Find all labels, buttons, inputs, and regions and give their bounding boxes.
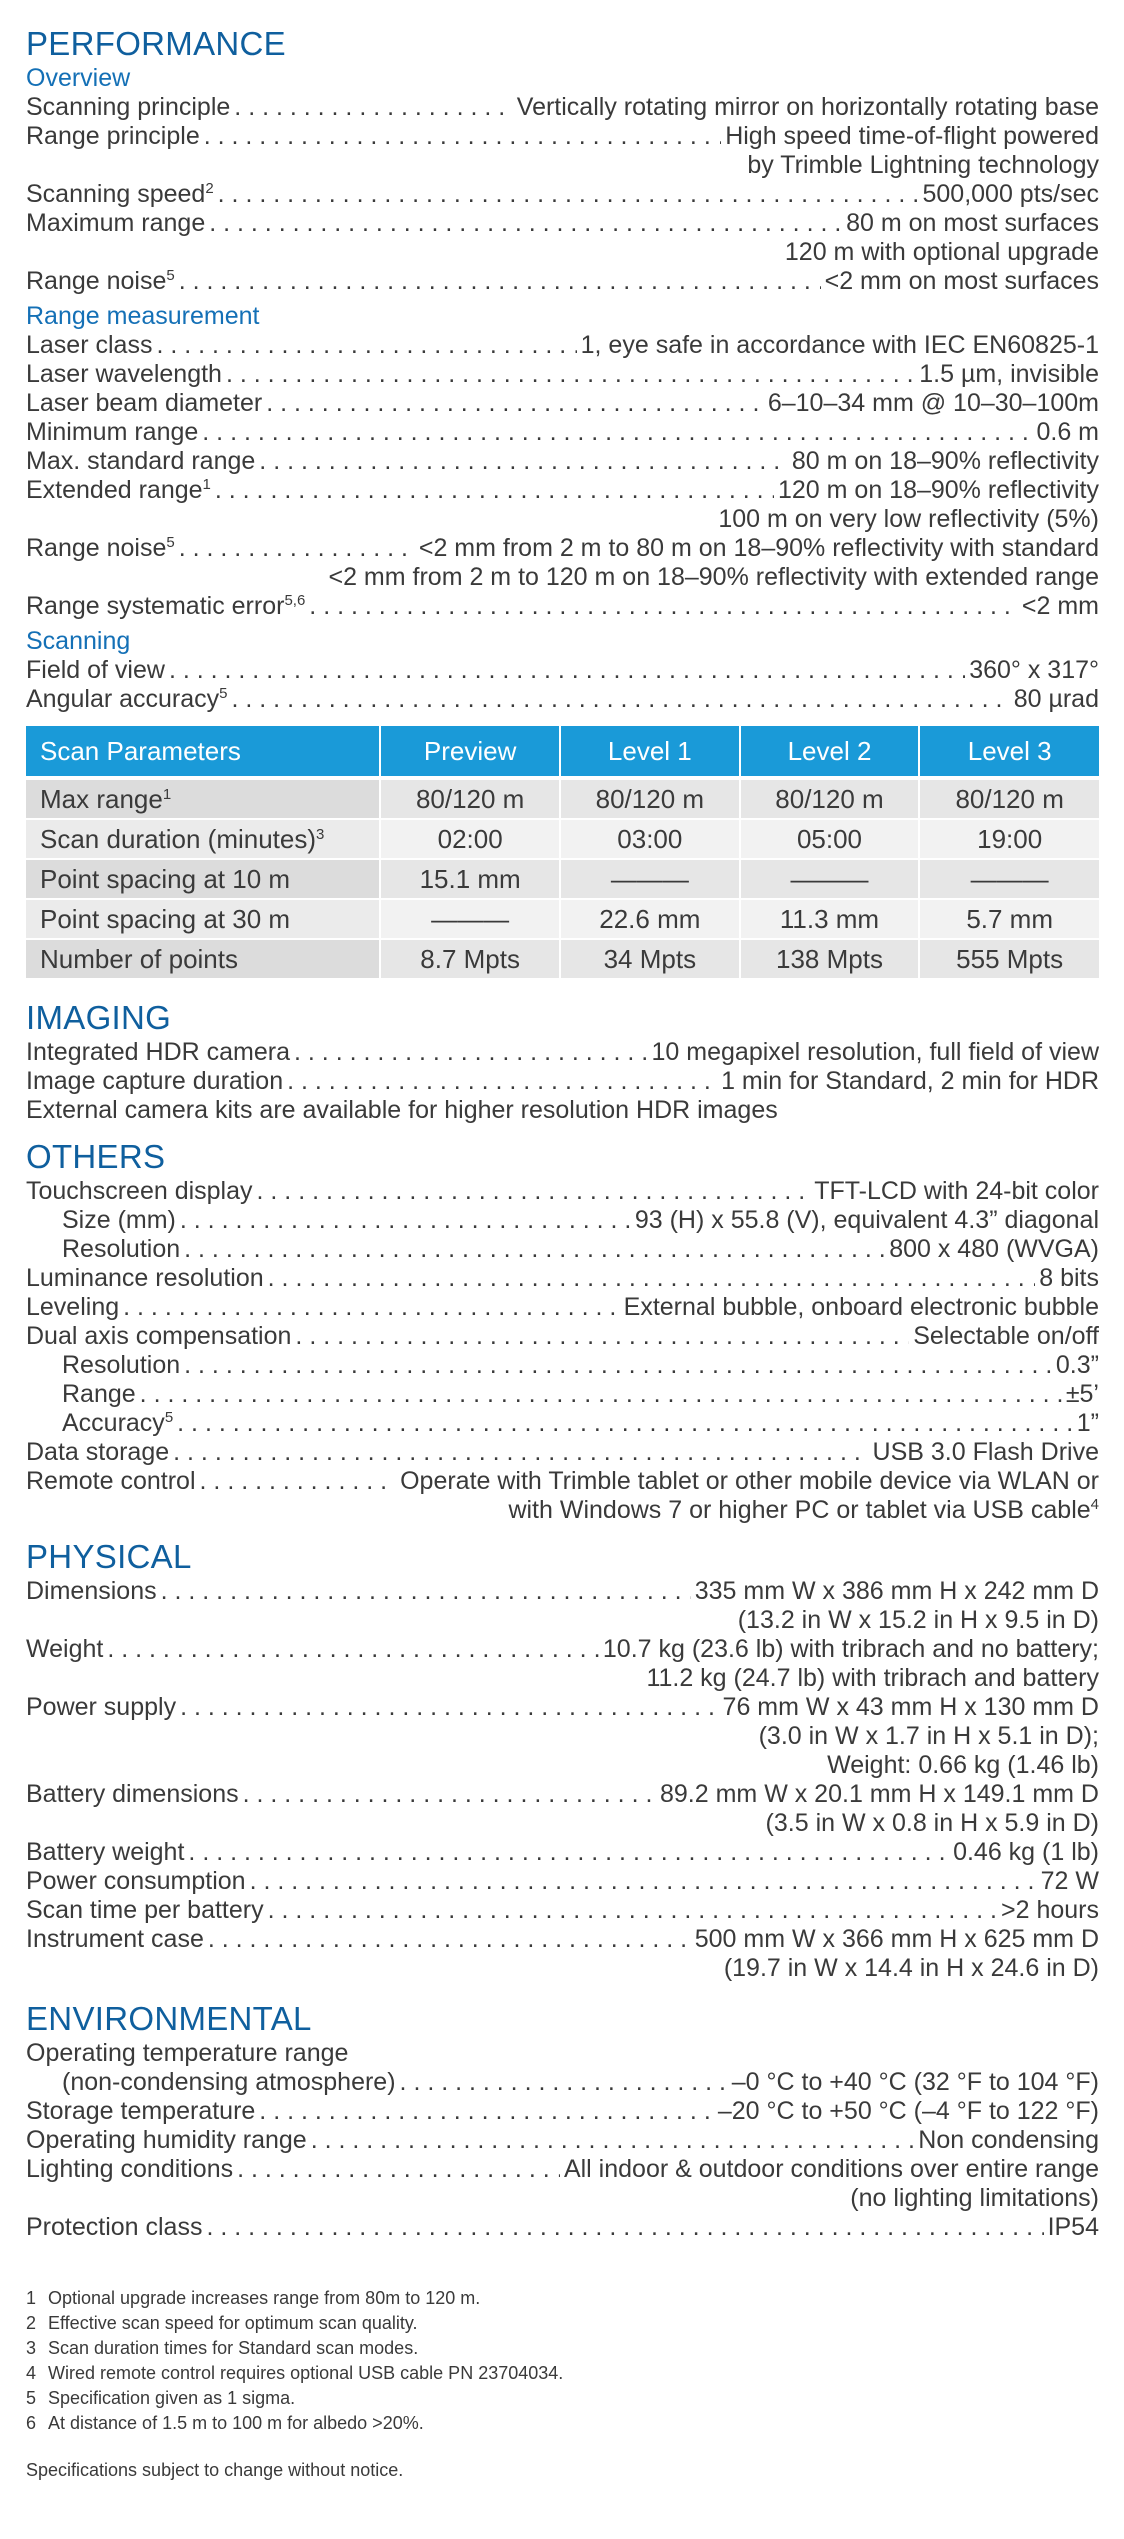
spec-battery-weight: Battery weight . . . 0.46 kg (1 lb) (26, 1838, 1099, 1867)
spec-angular-accuracy: Angular accuracy$^5$ . . . 80 µrad (26, 685, 1099, 714)
spec-lighting-conditions-cont: (no lighting limitations) (850, 2184, 1099, 2212)
spec-battery-dimensions: Battery dimensions . . . 89.2 mm W x 20.1 mm H x 149.1 mm D (26, 1780, 1099, 1809)
table-cell: 555 Mpts (920, 940, 1099, 980)
table-header: Level 1 (561, 726, 739, 780)
spec-remote-control: Remote control . . . Operate with Trimble tablet or other mobile device via WLAN or (26, 1467, 1099, 1496)
table-header: Preview (381, 726, 559, 780)
spec-maximum-range-cont: 120 m with optional upgrade (784, 238, 1099, 266)
footnotes (26, 2286, 1099, 2436)
spec-extended-range-cont: 100 m on very low reflectivity (5%) (718, 505, 1099, 533)
spec-weight: Weight . . . 10.7 kg (23.6 lb) with tribrach and no battery; (26, 1635, 1099, 1664)
table-row (26, 780, 1099, 820)
table-row (26, 860, 1099, 900)
spec-range-principle-cont: by Trimble Lightning technology (747, 151, 1099, 179)
table-cell: ——— (561, 860, 739, 900)
table-cell: 80/120 m (561, 780, 739, 820)
section-title-environmental: ENVIRONMENTAL (26, 2000, 312, 2037)
table-cell: 19:00 (920, 820, 1099, 860)
spec-laser-class: Laser class . . . 1, eye safe in accordance with IEC EN60825-1 (26, 331, 1099, 360)
footnote: 4 Wired remote control requires optional USB cable PN 23704034. (26, 2363, 564, 2383)
table-cell: 138 Mpts (741, 940, 919, 980)
table-cell: ——— (741, 860, 919, 900)
spec-power-supply: Power supply . . . 76 mm W x 43 mm H x 130 mm D (26, 1693, 1099, 1722)
spec-compensation-range: Range . . . ±5’ (26, 1380, 1099, 1409)
spec-protection-class: Protection class . . . IP54 (26, 2213, 1099, 2242)
spec-laser-beam-diameter: Laser beam diameter . . . 6–10–34 mm @ 10–30–100m (26, 389, 1099, 418)
spec-sheet (26, 24, 1099, 2482)
section-title-imaging: IMAGING (26, 999, 172, 1036)
spec-leveling: Leveling . . . External bubble, onboard electronic bubble (26, 1293, 1099, 1322)
spec-luminance-resolution: Luminance resolution . . . 8 bits (26, 1264, 1099, 1293)
table-header: Level 3 (920, 726, 1099, 780)
subsection-title-overview: Overview (26, 64, 131, 92)
scan-parameters-table (24, 726, 1101, 980)
spec-operating-temperature: (non-condensing atmosphere) . . . –0 °C to +40 °C (32 °F to 104 °F) (26, 2068, 1099, 2097)
footnote: 2 Effective scan speed for optimum scan quality. (26, 2313, 418, 2333)
section-title-performance: PERFORMANCE (26, 25, 286, 62)
table-cell: ——— (381, 900, 559, 940)
spec-range-systematic-error: Range systematic error$^{5,6}$ . . . <2 mm (26, 592, 1099, 621)
spec-compensation-accuracy: Accuracy$^5$ . . . 1” (26, 1409, 1099, 1438)
table-cell: ——— (920, 860, 1099, 900)
table-cell: 8.7 Mpts (381, 940, 559, 980)
spec-field-of-view: Field of view . . . 360° x 317° (26, 656, 1099, 685)
spec-max-standard-range: Max. standard range . . . 80 m on 18–90% reflectivity (26, 447, 1099, 476)
table-cell: 02:00 (381, 820, 559, 860)
spec-lighting-conditions: Lighting conditions . . . All indoor & outdoor conditions over entire range (26, 2155, 1099, 2184)
table-cell: 05:00 (741, 820, 919, 860)
table-row (26, 900, 1099, 940)
table-row-label: Point spacing at 30 m (26, 900, 379, 940)
spec-remote-control-cont: with Windows 7 or higher PC or tablet via USB cable$^4$ (508, 1496, 1099, 1524)
imaging-note: External camera kits are available for higher resolution HDR images (26, 1096, 778, 1124)
spec-operating-humidity: Operating humidity range . . . Non condensing (26, 2126, 1099, 2155)
spec-touchscreen-display: Touchscreen display . . . TFT-LCD with 24-bit color (26, 1177, 1099, 1206)
spec-display-resolution: Resolution . . . 800 x 480 (WVGA) (26, 1235, 1099, 1264)
footnote: 3 Scan duration times for Standard scan modes. (26, 2338, 419, 2358)
section-title-others: OTHERS (26, 1138, 166, 1175)
spec-maximum-range: Maximum range . . . 80 m on most surfaces (26, 209, 1099, 238)
table-row-label: Point spacing at 10 m (26, 860, 379, 900)
spec-operating-temperature-label: Operating temperature range (26, 2039, 349, 2067)
table-row (26, 820, 1099, 860)
table-row-label: Max range$^1$ (26, 780, 379, 820)
section-title-physical: PHYSICAL (26, 1538, 192, 1575)
spec-range-noise-overview: Range noise$^5$ . . . <2 mm on most surfaces (26, 267, 1099, 296)
spec-scanning-speed: Scanning speed$^2$ . . . 500,000 pts/sec (26, 180, 1099, 209)
subsection-title-range-measurement: Range measurement (26, 302, 260, 330)
table-row-label: Scan duration (minutes)$^3$ (26, 820, 379, 860)
footnote: 6 At distance of 1.5 m to 100 m for albedo >20%. (26, 2413, 424, 2433)
spec-display-size: Size (mm) . . . 93 (H) x 55.8 (V), equivalent 4.3” diagonal (26, 1206, 1099, 1235)
spec-range-noise-measurement: Range noise$^5$ . . . <2 mm from 2 m to 80 m on 18–90% reflectivity with standard (26, 534, 1099, 563)
spec-power-supply-cont2: Weight: 0.66 kg (1.46 lb) (827, 1751, 1099, 1779)
spec-minimum-range: Minimum range . . . 0.6 m (26, 418, 1099, 447)
spec-instrument-case-cont: (19.7 in W x 14.4 in H x 24.6 in D) (723, 1954, 1099, 1982)
spec-scan-time-per-battery: Scan time per battery . . . >2 hours (26, 1896, 1099, 1925)
subsection-title-scanning: Scanning (26, 627, 131, 655)
table-row-label: Number of points (26, 940, 379, 980)
table-cell: 11.3 mm (741, 900, 919, 940)
spec-dimensions: Dimensions . . . 335 mm W x 386 mm H x 242 mm D (26, 1577, 1099, 1606)
table-cell: 15.1 mm (381, 860, 559, 900)
footnote: 1 Optional upgrade increases range from 80m to 120 m. (26, 2288, 481, 2308)
spec-dimensions-cont: (13.2 in W x 15.2 in H x 9.5 in D) (737, 1606, 1099, 1634)
table-cell: 80/120 m (920, 780, 1099, 820)
table-cell: 34 Mpts (561, 940, 739, 980)
spec-battery-dimensions-cont: (3.5 in W x 0.8 in H x 5.9 in D) (765, 1809, 1099, 1837)
table-cell: 80/120 m (381, 780, 559, 820)
disclaimer: Specifications subject to change without notice. (26, 2460, 404, 2480)
spec-extended-range: Extended range$^1$ . . . 120 m on 18–90% reflectivity (26, 476, 1099, 505)
table-header: Scan Parameters (26, 726, 379, 780)
table-cell: 22.6 mm (561, 900, 739, 940)
spec-hdr-camera: Integrated HDR camera . . . 10 megapixel resolution, full field of view (26, 1038, 1099, 1067)
spec-power-supply-cont: (3.0 in W x 1.7 in H x 5.1 in D); (758, 1722, 1099, 1750)
spec-power-consumption: Power consumption . . . 72 W (26, 1867, 1099, 1896)
table-cell: 5.7 mm (920, 900, 1099, 940)
spec-range-noise-measurement-cont: <2 mm from 2 m to 120 m on 18–90% reflectivity with extended range (328, 563, 1099, 591)
table-row (26, 940, 1099, 980)
table-cell: 80/120 m (741, 780, 919, 820)
spec-dual-axis-compensation: Dual axis compensation . . . Selectable on/off (26, 1322, 1099, 1351)
table-header-row (26, 726, 1099, 780)
spec-data-storage: Data storage . . . USB 3.0 Flash Drive (26, 1438, 1099, 1467)
spec-storage-temperature: Storage temperature . . . –20 °C to +50 °C (–4 °F to 122 °F) (26, 2097, 1099, 2126)
spec-compensation-resolution: Resolution . . . 0.3” (26, 1351, 1099, 1380)
footnote: 5 Specification given as 1 sigma. (26, 2388, 296, 2408)
spec-weight-cont: 11.2 kg (24.7 lb) with tribrach and battery (646, 1664, 1099, 1692)
table-header: Level 2 (741, 726, 919, 780)
spec-image-capture-duration: Image capture duration . . . 1 min for Standard, 2 min for HDR (26, 1067, 1099, 1096)
spec-scanning-principle: Scanning principle . . . Vertically rotating mirror on horizontally rotating base (26, 93, 1099, 122)
spec-range-principle: Range principle . . . High speed time-of-flight powered (26, 122, 1099, 151)
spec-instrument-case: Instrument case . . . 500 mm W x 366 mm H x 625 mm D (26, 1925, 1099, 1954)
spec-laser-wavelength: Laser wavelength . . . 1.5 µm, invisible (26, 360, 1099, 389)
table-cell: 03:00 (561, 820, 739, 860)
